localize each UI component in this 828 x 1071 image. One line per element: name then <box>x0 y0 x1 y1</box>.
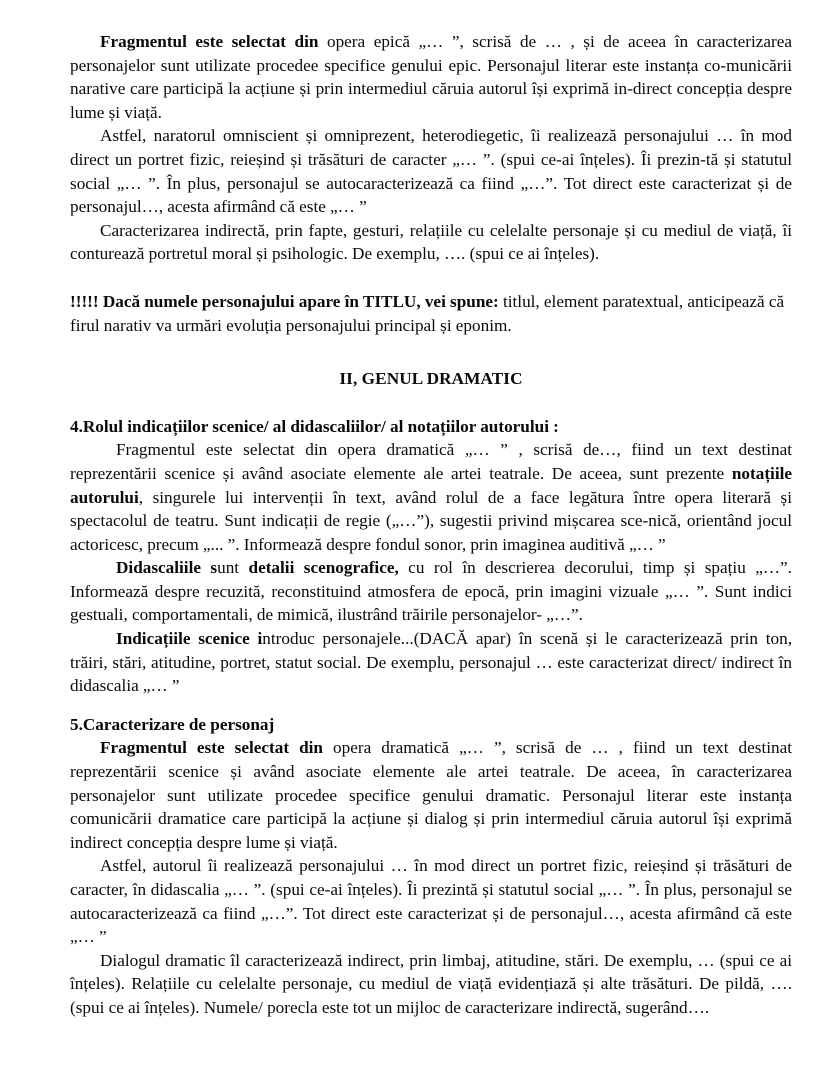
paragraph-indicatii-scenice <box>70 627 792 698</box>
paragraph-stage-directions-role-part2: , singurele lui intervenții în text, având rolul de a face legătura între opera literară și spectacolul de teatru. Sunt indicații de regie („…”), sugestii privind mișcarea sce-nică, orientând jocul actoricesc, precum „... ”. Informează despre fondul sonor, prin imaginea auditivă „… ” <box>70 487 792 554</box>
paragraph-indicatii-scenice-bold1: Indicațiile scenice i <box>116 629 263 649</box>
heading-section-5: 5.Caracterizare de personaj <box>70 714 275 734</box>
paragraph-didascaliile-bold2: detalii scenografice, <box>248 558 399 578</box>
heading-section-4: 4.Rolul indicațiilor scenice/ al didascaliilor/ al notațiilor autorului : <box>70 416 559 436</box>
paragraph-stage-directions-role-bold1: notațiile autorului <box>70 463 792 507</box>
paragraph-didascaliile-part2: cu rol în descrierea decorului, timp și spațiu „…”. Informează despre recuzită, reconstituind atmosfera de epocă, prin imagini vizuale „… ”. Sunt indici gestuali, comportamentali, de mimică, ilustrând trăirile personajelor- „…”. <box>70 558 792 625</box>
paragraph-didascaliile-part1: unt <box>217 558 249 578</box>
heading-genul-dramatic: II, GENUL DRAMATIC <box>339 369 523 389</box>
document-text-column <box>70 30 792 1020</box>
paragraph-epic-intro-lead: Fragmentul este selectat din <box>100 32 319 51</box>
paragraph-narrator-direct: Astfel, naratorul omniscient și omniprezent, heterodiegetic, îi realizează personajului … în mod direct un portret fizic, reieșind și trăsături de caracter „… ”. (spui ce-ai înțeles). Îi prezin-tă și statutul social „… ”. În plus, personajul se autocaracterizează ca fiind „…”. Tot direct este caracterizat și de personajul…, acesta afirmând că este „… ” <box>70 126 792 217</box>
paragraph-title-note-lead: !!!!! Dacă numele personajului apare în TITLU, vei spune: <box>70 291 499 311</box>
paragraph-didascaliile-bold1: Didascaliile s <box>116 558 218 578</box>
paragraph-dramatic-intro <box>70 736 792 854</box>
spacer-before-title-note <box>70 266 792 290</box>
paragraph-indicatii-scenice-part1: ntroduc personajele...(DACĂ apar) în scenă și le caracterizează prin ton, trăiri, stări, atitudine, portret, statut social. De exemplu, personajul … este caracterizat direct/ indirect în didascalia „… ” <box>70 629 792 696</box>
paragraph-indirect-characterization: Caracterizarea indirectă, prin fapte, gesturi, relațiile cu celelalte personaje și cu mediul de viață, îi conturează portretul moral și psihologic. De exemplu, …. (spui ce ai înțeles). <box>70 220 792 264</box>
paragraph-epic-intro-body: opera epică „… ”, scrisă de … , și de aceea în caracterizarea personajelor sunt utilizate procedee specifice genului epic. Personajul literar este instanța co-municării narative care participă la acțiune și prin intermediul căruia autorul își exprimă in-direct concepția despre lume și viață. <box>70 32 793 122</box>
paragraph-stage-directions-role-part1: Fragmentul este selectat din opera dramatică „… ” , scrisă de…, fiind un text destinat reprezentării scenice și având asociate elemente ale artei teatrale. De aceea, sunt prezente <box>70 440 792 483</box>
spacer-before-section-5 <box>70 698 792 713</box>
paragraph-dramatic-intro-body: opera dramatică „… ”, scrisă de … , fiind un text destinat reprezentării scenice și având asociate elemente ale artei teatrale. De aceea, în caracterizarea personajelor sunt utilizate procedee specifice genului dramatic. Personajul literar este instanța comunicării dramatice care participă la acțiune și dialog și prin intermediul căruia autorul își exprimă indirect concepția despre lume și viață. <box>70 738 793 852</box>
paragraph-didascaliile <box>70 556 792 627</box>
paragraph-stage-directions-role <box>70 438 792 556</box>
paragraph-title-note <box>70 290 792 337</box>
paragraph-dramatic-dialogue: Dialogul dramatic îl caracterizează indirect, prin limbaj, atitudine, stări. De exemplu, … (spui ce ai înțeles). Relațiile cu celelalte personaje, cu mediul de viață evidențiază și alte trăsături. De pildă, …. (spui ce ai înțeles). Numele/ porecla este tot un mijloc de caracterizare indirectă, sugerând…. <box>70 950 792 1017</box>
paragraph-title-note-body: titlul, element paratextual, anticipează că firul narativ va urmări evoluția personajului principal și eponim. <box>70 291 785 335</box>
spacer-before-dramatic-heading <box>70 337 792 367</box>
paragraph-epic-intro <box>70 30 792 124</box>
paragraph-dramatic-direct: Astfel, autorul îi realizează personajului … în mod direct un portret fizic, reieșind și trăsături de caracter, în didascalia „… ”. (spui ce-ai înțeles). Îi prezintă și statutul social „… ”. În plus, personajul se autocaracterizează ca fiind „…”. Tot direct este caracterizat și de personajul…, acesta afirmând că este „… ” <box>70 856 792 947</box>
paragraph-dramatic-intro-lead: Fragmentul este selectat din <box>100 738 323 758</box>
spacer-after-dramatic-heading <box>70 391 792 415</box>
